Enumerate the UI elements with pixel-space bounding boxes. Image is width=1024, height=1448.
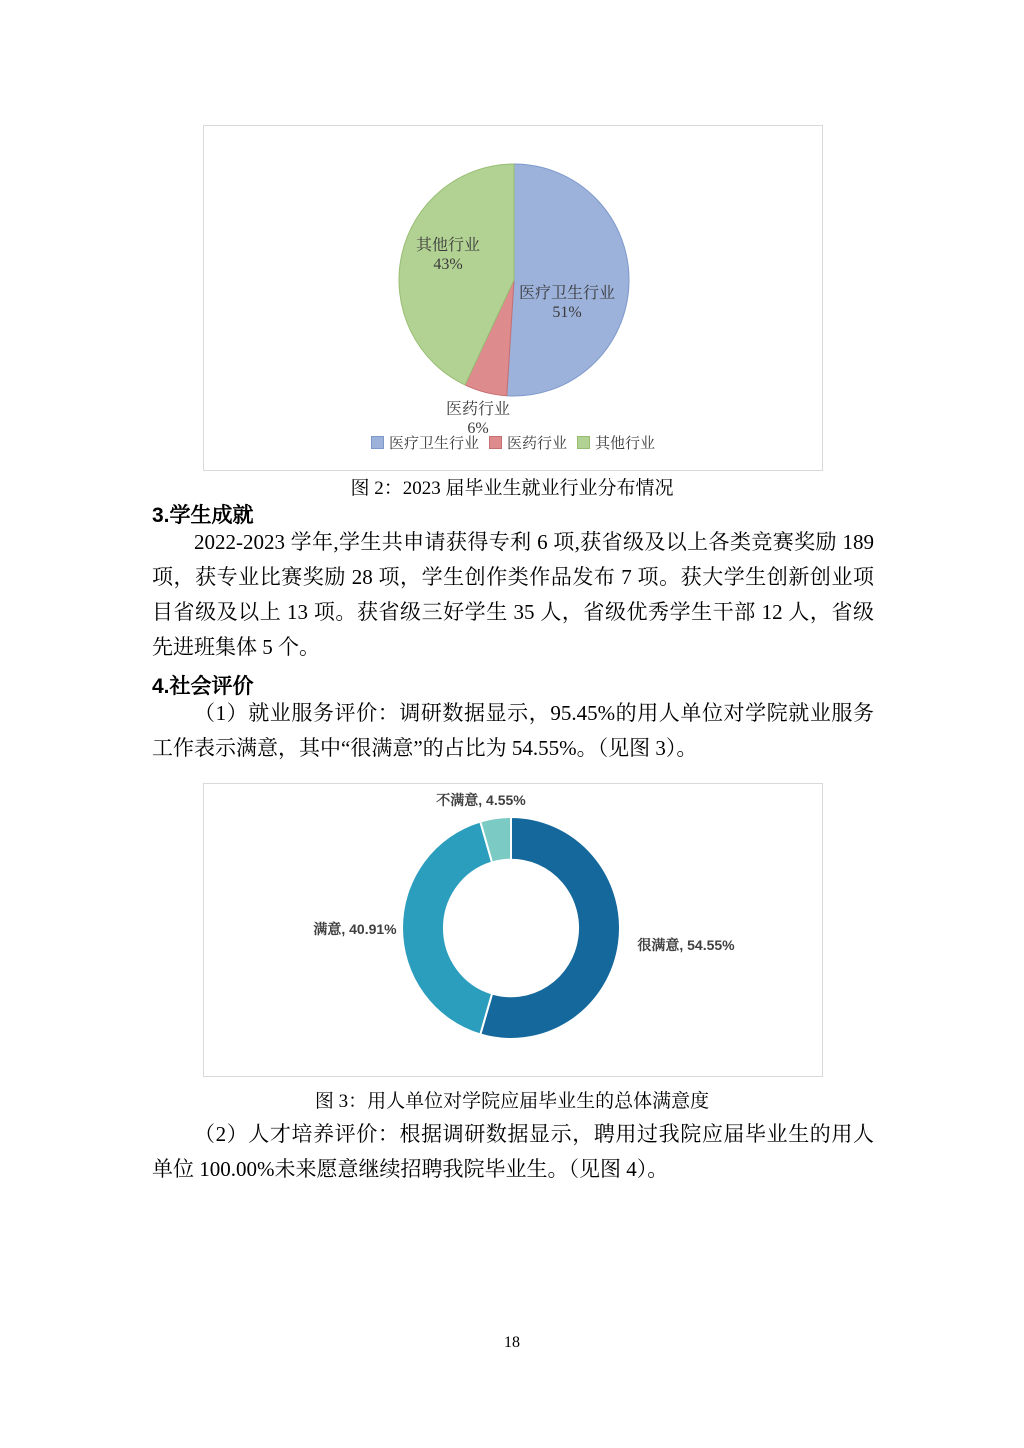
figure2-caption: 图 2：2023 届毕业生就业行业分布情况 [350, 478, 674, 499]
section4-paragraph-2: （2）人才培养评价：根据调研数据显示，聘用过我院应届毕业生的用人单位 100.00%未来愿意继续招聘我院毕业生。（见图 4）。 [152, 1122, 874, 1181]
data-label-其他行业: 其他行业 43% [415, 237, 481, 273]
data-label-医疗卫生行业: 医疗卫生行业 51% [518, 285, 616, 321]
figure2-chart-box [203, 125, 823, 471]
section4-heading: 4.社会评价 [152, 675, 254, 698]
data-label-满意: 满意, 40.91% [313, 921, 397, 937]
legend-swatch-icon [489, 436, 502, 449]
page-number: 18 [504, 1334, 520, 1351]
legend-label: 其他行业 [595, 436, 656, 452]
figure3-chart-box [203, 783, 823, 1077]
data-label-很满意: 很满意, 54.55% [637, 937, 735, 953]
pie-slice-医疗卫生行业 [507, 164, 629, 396]
figure3-donut-chart [204, 784, 822, 1076]
legend-label: 医药行业 [506, 436, 567, 452]
figure2-legend [204, 432, 822, 453]
section3-paragraph: 2022-2023 学年,学生共申请获得专利 6 项,获省级及以上各类竞赛奖励 189 项，获专业比赛奖励 28 项，学生创作类作品发布 7 项。获大学生创新创业项目省级及以上 13 项。获省级三好学生 35 人，省级优秀学生干部 12 人，省级先进班集体 5 个。 [152, 530, 874, 659]
figure2-pie-chart [204, 126, 822, 470]
section3-heading: 3.学生成就 [152, 504, 254, 527]
pie-slice-满意 [402, 822, 492, 1035]
legend-swatch-icon [371, 436, 384, 449]
legend-item-医药行业 [489, 432, 567, 453]
legend-swatch-icon [577, 436, 590, 449]
legend-item-其他行业 [577, 432, 655, 453]
legend-label: 医疗卫生行业 [388, 436, 479, 452]
section4-paragraph-1: （1）就业服务评价：调研数据显示，95.45%的用人单位对学院就业服务工作表示满意，其中“很满意”的占比为 54.55%。（见图 3）。 [152, 701, 874, 760]
data-label-不满意: 不满意, 4.55% [436, 792, 526, 808]
figure3-caption: 图 3：用人单位对学院应届毕业生的总体满意度 [314, 1091, 710, 1112]
data-label-医药行业: 医药行业 6% [445, 401, 511, 437]
legend-item-医疗卫生行业 [371, 432, 479, 453]
